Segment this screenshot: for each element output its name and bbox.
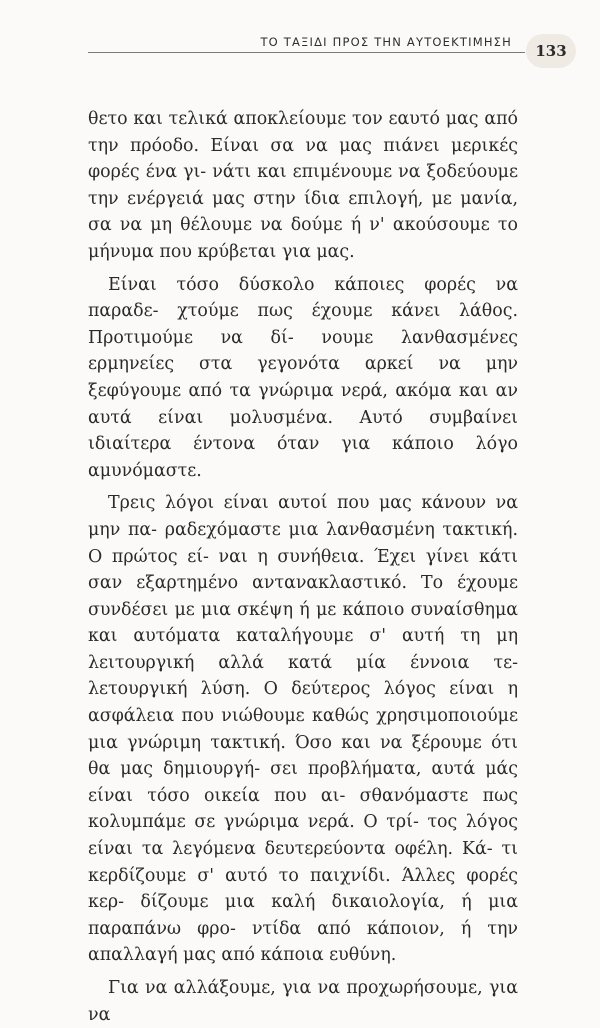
running-title: ΤΟ ΤΑΞΙΔΙ ΠΡΟΣ ΤΗΝ ΑΥΤΟΕΚΤΙΜΗΣΗ [260, 35, 512, 49]
header-rule [88, 52, 525, 53]
paragraph-3: Τρεις λόγοι είναι αυτοί που μας κάνουν να μην πα- ραδεχόμαστε μια λανθασμένη τακτική. Ο πρώτος εί- ναι η συνήθεια. Έχει γίνει κάτι σαν εξαρτημένο αντανακλαστικό. Το έχουμε συνδέσει με μια σκέψη ή με κάποιο συναίσθημα και αυτόματα καταλήγουμε σ' αυτή τη μη λειτουργική αλλά κατά μία έννοια τε- λετουργική λύση. Ο δεύτερος λόγος είναι η ασφάλεια που νιώθουμε καθώς χρησιμοποιούμε μια γνώριμη τακτική. Όσο και να ξέρουμε ότι θα μας δημιουργή- σει προβλήματα, αυτά μάς είναι τόσο οικεία που αι- σθανόμαστε πως κολυμπάμε σε γνώριμα νερά. Ο τρί- τος λόγος είναι τα λεγόμενα δευτερεύοντα οφέλη. Κά- τι κερδίζουμε σ' αυτό το παιχνίδι. Άλλες φορές κερ- δίζουμε μια καλή δικαιολογία, ή μια παραπάνω φρο- ντίδα από κάποιον, ή την απαλλαγή μας από κάποια ευθύνη. [88, 493, 518, 966]
body-text [88, 106, 518, 1028]
paragraph-4: Για να αλλάξουμε, για να προχωρήσουμε, για να [88, 978, 518, 1025]
page-number: 133 [526, 34, 576, 68]
page-header [0, 22, 600, 72]
paragraph-2: Είναι τόσο δύσκολο κάποιες φορές να παραδε- χτούμε πως έχουμε κάνει λάθος. Προτιμούμε να δί- νουμε λανθασμένες ερμηνείες στα γεγονότα αρκεί να μην ξεφύγουμε από τα γνώριμα νερά, ακόμα και αν αυτά είναι μολυσμένα. Αυτό συμβαίνει ιδιαίτερα έντονα όταν για κάποιο λόγο αμυνόμαστε. [88, 274, 518, 481]
paragraph-1: θετο και τελικά αποκλείουμε τον εαυτό μας από την πρόοδο. Είναι σα να μας πιάνει μερικές φορές ένα γι- νάτι και επιμένουμε να ξοδεύουμε την ενέργειά μας στην ίδια επιλογή, με μανία, σα να μη θέλουμε να δούμε ή ν' ακούσουμε το μήνυμα που κρύβεται για μας. [88, 109, 518, 262]
